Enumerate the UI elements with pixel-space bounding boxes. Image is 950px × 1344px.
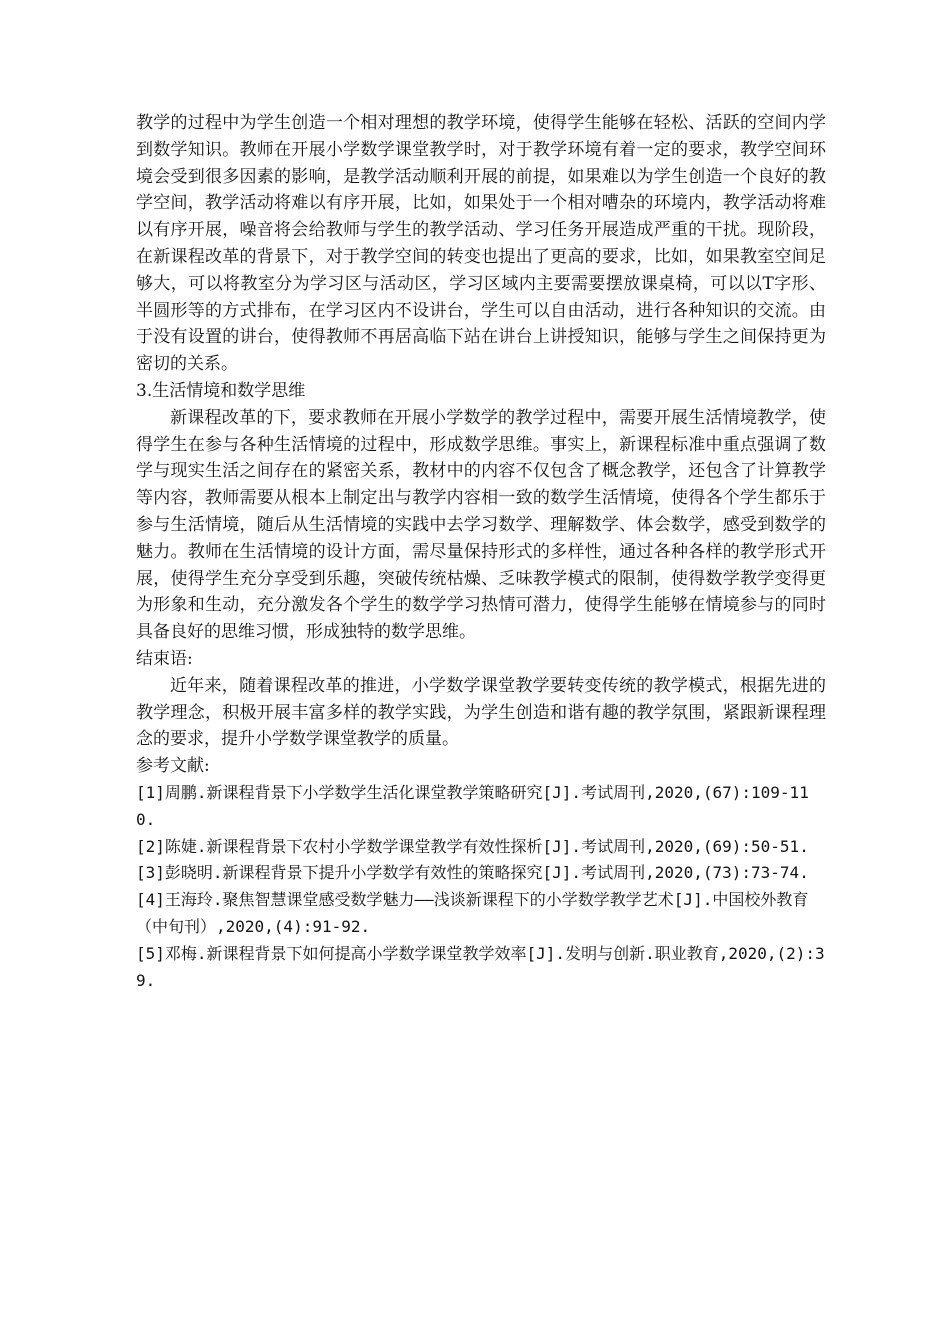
document-page [136,110,826,994]
paragraph-life-situation: 新课程改革的下，要求教师在开展小学数学的教学过程中，需要开展生活情境教学，使得学生在参与各种生活情境的过程中，形成数学思维。事实上，新课程标准中重点强调了数学与现实生活之间存在的紧密关系，教材中的内容不仅包含了概念教学，还包含了计算教学等内容，教师需要从根本上制定出与教学内容相一致的数学生活情境，使得各个学生都乐于参与生活情境，随后从生活情境的实践中去学习数学、理解数学、体会数学，感受到数学的魅力。教师在生活情境的设计方面，需尽量保持形式的多样性，通过各种各样的教学形式开展，使得学生充分享受到乐趣，突破传统枯燥、乏味教学模式的限制，使得数学教学变得更为形象和生动，充分激发各个学生的数学学习热情可潜力，使得学生能够在情境参与的同时具备良好的思维习惯，形成独特的数学思维。 [136,407,826,643]
reference-item: [5]邓梅.新课程背景下如何提高小学数学课堂教学效率[J].发明与创新.职业教育,2020,(2):39. [136,943,825,990]
paragraph-conclusion: 近年来，随着课程改革的推进，小学数学课堂教学要转变传统的教学模式，根据先进的教学理念，积极开展丰富多样的教学实践，为学生创造和谐有趣的教学氛围，紧跟新课程理念的要求，提升小学数学课堂教学的质量。 [136,675,826,750]
paragraph-teaching-space: 教学的过程中为学生创造一个相对理想的教学环境，使得学生能够在轻松、活跃的空间内学到数学知识。教师在开展小学数学课堂教学时，对于教学环境有着一定的要求，教学空间环境会受到很多因素的影响，是教学活动顺利开展的前提，如果难以为学生创造一个良好的教学空间，教学活动将难以有序开展，比如，如果处于一个相对嘈杂的环境内，教学活动将难以有序开展，噪音将会给教师与学生的教学活动、学习任务开展造成严重的干扰。现阶段，在新课程改革的背景下，对于教学空间的转变也提出了更高的要求，比如，如果教室空间足够大，可以将教室分为学习区与活动区，学习区域内主要需要摆放课桌椅，可以以T字形、半圆形等的方式排布，在学习区内不设讲台，学生可以自由活动，进行各种知识的交流。由于没有设置的讲台，使得教师不再居高临下站在讲台上讲授知识，能够与学生之间保持更为密切的关系。 [136,113,826,375]
conclusion-heading: 结束语: [136,648,193,669]
references-heading: 参考文献: [136,756,210,777]
reference-item: [3]彭晓明.新课程背景下提升小学数学有效性的策略探究[J].考试周刊,2020,(73):73-74. [136,863,809,883]
reference-item: [4]王海玲.聚焦智慧课堂感受数学魅力——浅谈新课程下的小学数学教学艺术[J].中国校外教育（中旬刊）,2020,(4):91-92. [136,890,809,936]
reference-list [136,780,826,994]
section-heading-life-situation: 3.生活情境和数学思维 [136,380,306,401]
reference-item: [2]陈婕.新课程背景下农村小学数学课堂教学有效性探析[J].考试周刊,2020,(69):50-51. [136,836,809,856]
reference-item: [1]周鹏.新课程背景下小学数学生活化课堂教学策略研究[J].考试周刊,2020,(67):109-110. [136,782,809,829]
